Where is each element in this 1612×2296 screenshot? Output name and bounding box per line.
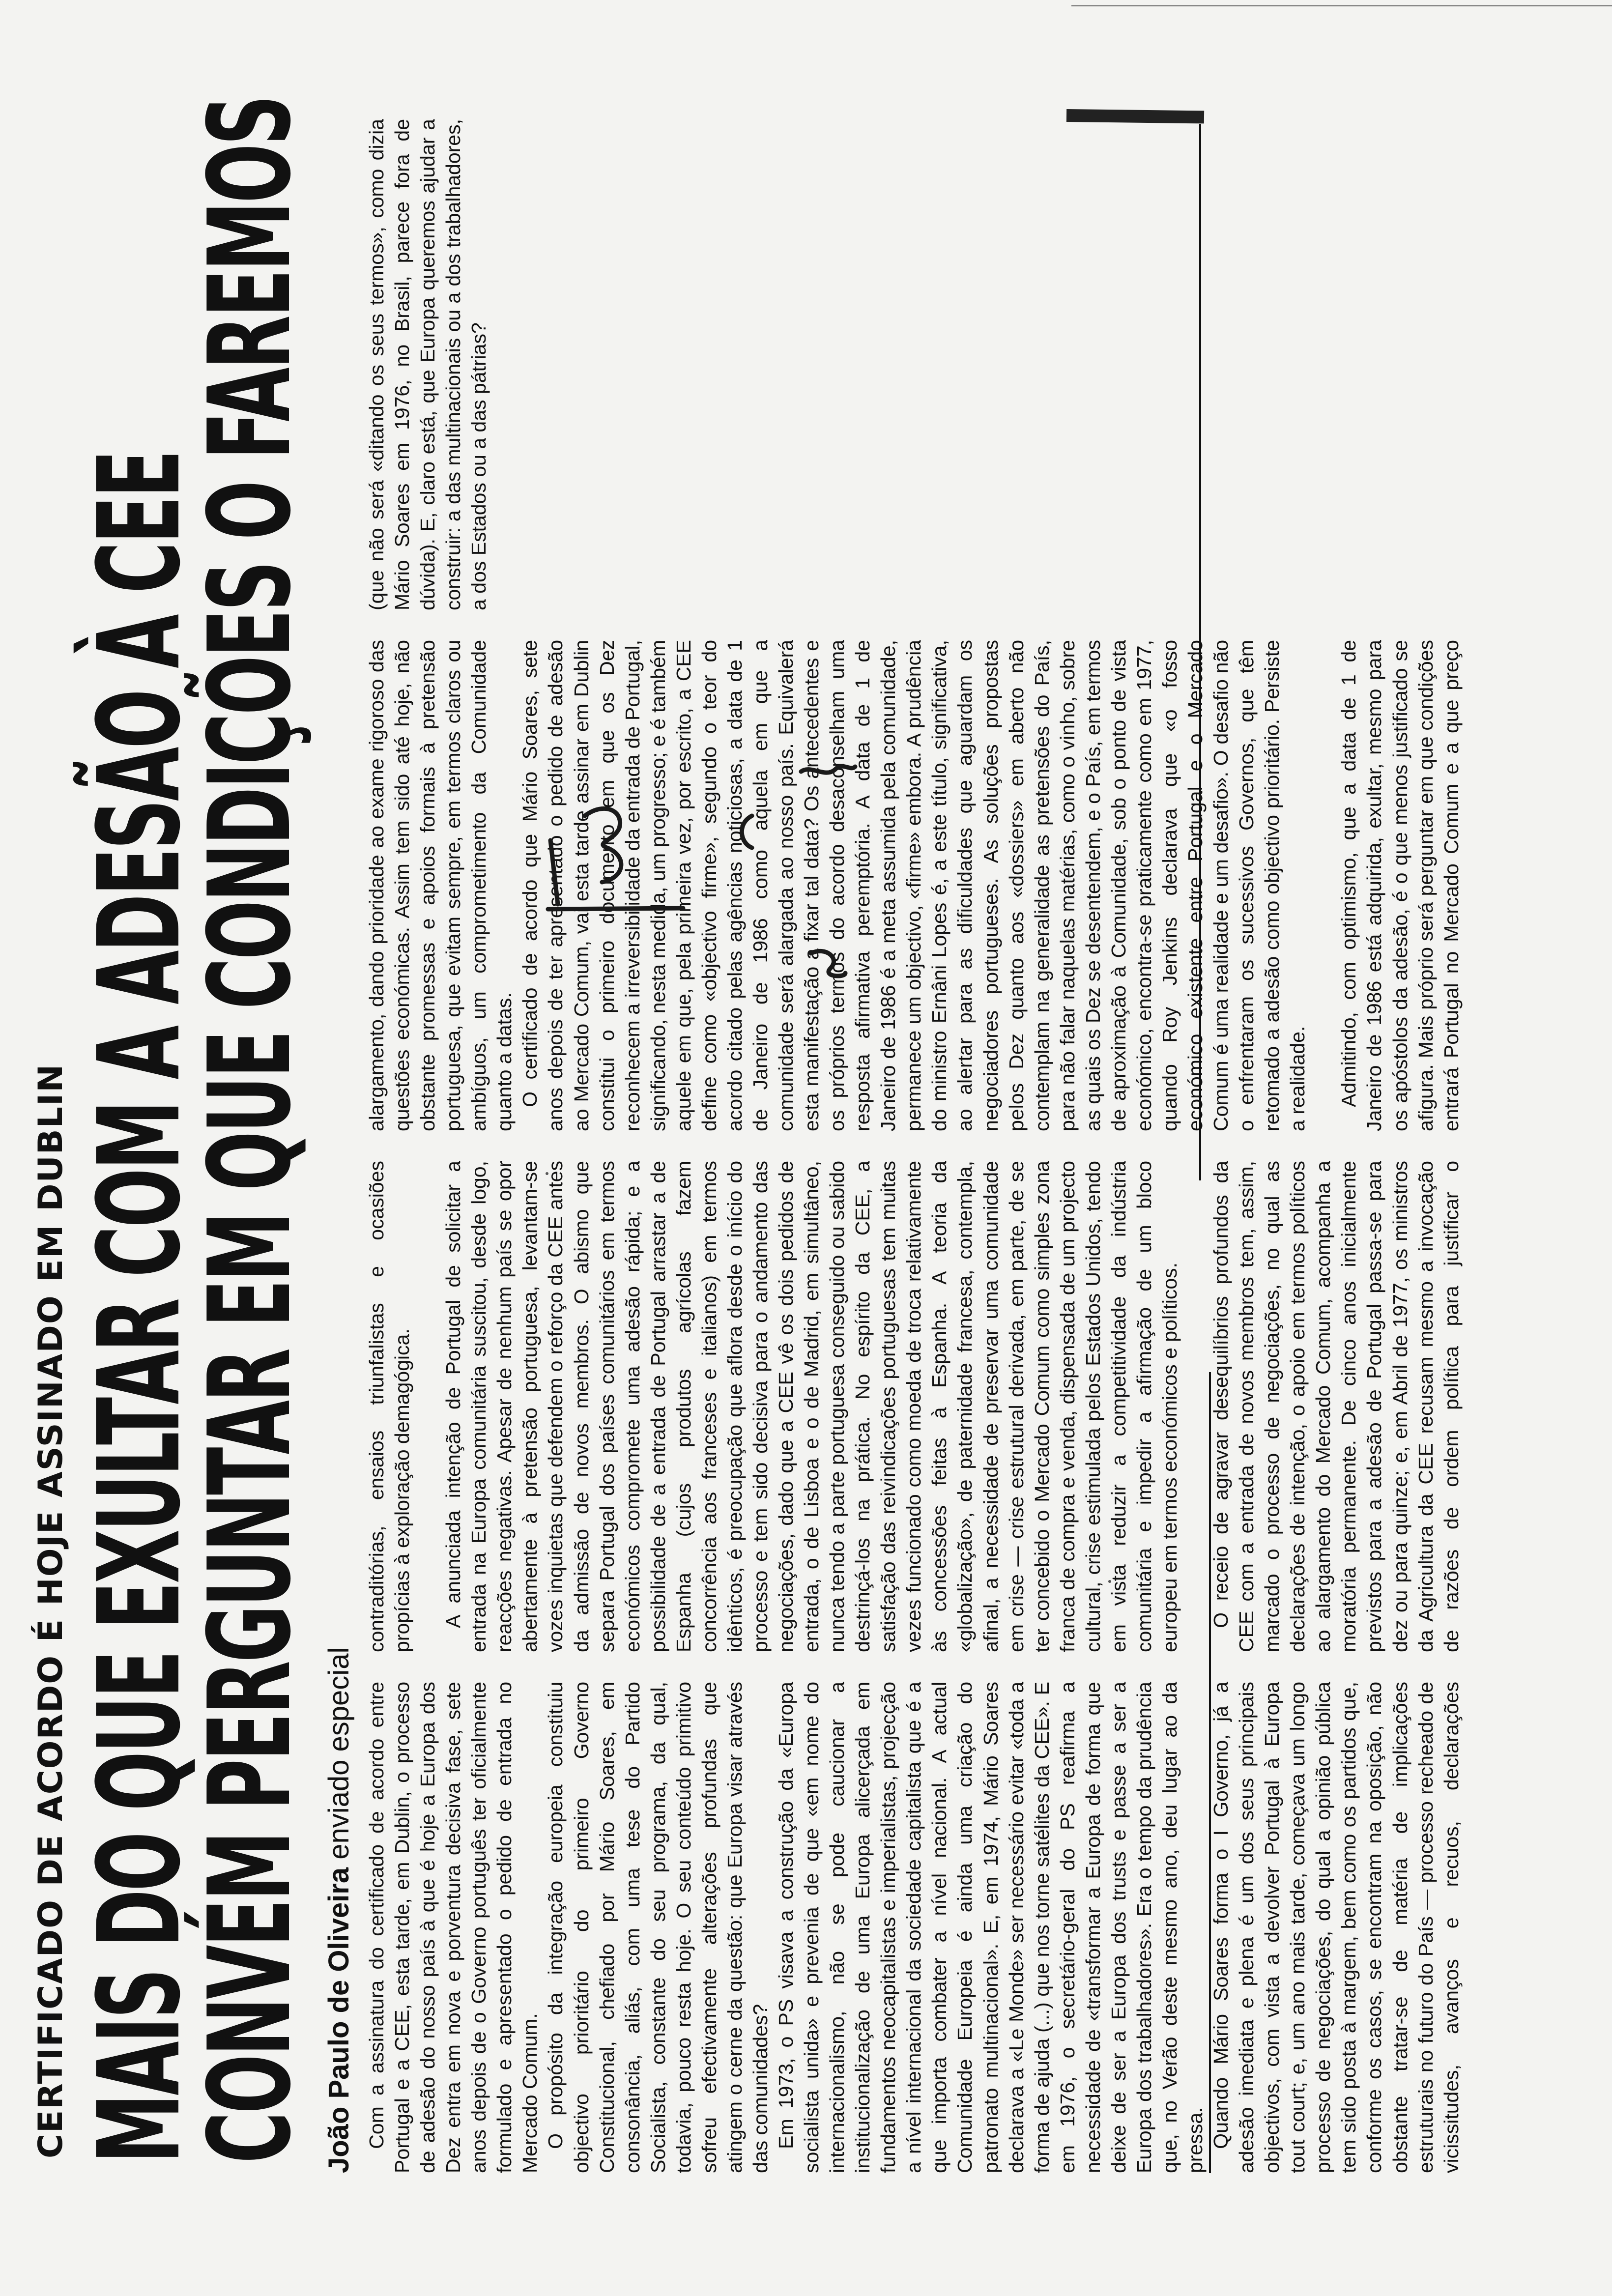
article-headline-line-2: CONVÉM PERGUNTAR EM QUE CONDIÇÕES O FAREMOS [185,96,316,2163]
article-byline [322,1436,356,2173]
article-paragraph: O certificado de acordo que Mário Soares, sete anos depois de ter apresentado o pedido de adesão ao Mercado Comum, vai esta tarde assinar em Dublin constitui o primeiro documento em que os Dez reconhecem a irreversibilidade da entrada de Portugal, significando, nesta medida, um progresso; e é também aquele em que, pela primeira vez, por escrito, a CEE define como «objectivo firme», segundo o teor do acordo citado pelas agências noticiosas, a data de 1 de Janeiro de 1986 como aquela em que a comunidade será alargada ao nosso país. Equivalerá esta manifestação a fixar tal data? Os antecedentes e os próprios termos do acordo desaconselham uma resposta afirmativa peremptória. A data de 1 de Janeiro de 1986 é a meta assumida pela comunidade, permanece um objectivo, «firme» embora. A prudência do ministro Ernâni Lopes é, a este título, significativa, ao alertar para as dificuldades que aguardam os negociadores portugueses. As soluções propostas pelos Dez quanto aos «dossiers» em aberto não contemplam na generalidade as pretensões do País, para não falar naquelas matérias, como o vinho, sobre as quais os Dez se desentendem, e o País, em termos de aproximação à Comunidade, sob o ponto de vista económico, encontra-se praticamente como em 1977, quando Roy Jenkins declarava que «o fosso económico existente entre Portugal e o Mercado Comum é uma realidade e um desafio». O desafio não o enfrentaram os sucessivos Governos, que têm retomado a adesão como objectivo prioritário. Persiste a realidade. [518,640,1309,1131]
article-paragraph: O propósito da integração europeia constituiu objectivo prioritário do primeiro Governo Constitucional, chefiado por Mário Soares, em consonância, aliás, com uma tese do Partido Socialista, constante do seu programa, da qual, todavia, pouco resta hoje. O seu conteúdo primitivo sofreu efectivamente alterações profundas que atingem o cerne da questão: que Europa visar através das comunidades? [544,1682,772,2173]
article-paragraph: Admitindo, com optimismo, que a data de 1 de Janeiro de 1986 está adquirida, exultar, mesmo para os apóstolos da adesão, é o que menos justificado se afigura. Mais próprio será perguntar em que condições entrará Portugal no Mercado Comum e a que preço (que não será «ditando os seus termos», como dizia Mário Soares em 1976, no Brasil, parece fora de dúvida). E, claro está, que Europa queremos ajudar a construir: a das multinacionais ou a dos trabalhadores, a dos Estados ou a das pátrias? [365,119,1463,1131]
article-paragraph: Em 1973, o PS visava a construção da «Europa socialista unida» e prevenia de que «em nome do internacionalismo, não se pode caucionar a institucionalização de uma Europa alicerçada em fundamentos neocapitalistas e imperialistas, projecção a nível internacional da sociedade capitalista que é a que importa combater a nível nacional. A actual Comunidade Europeia é ainda uma criação do patronato multinacional». E, em 1974, Mário Soares declarava a «Le Monde» ser necessário evitar «toda a forma de ajuda (...) que nos torne satélites da CEE». E em 1976, o secretário-geral do PS reafirma a necessidade de «transformar a Europa de forma que deixe de ser a Europa dos trusts e passe a ser a Europa dos trabalhadores». Era o tempo da prudência que, no Verão deste mesmo ano, deu lugar ao da pressa. [775,1682,1207,2173]
article-paragraph: A anunciada intenção de Portugal de solicitar a entrada na Europa comunitária suscitou, desde logo, reacções negativas. Apesar de nenhum país se opor abertamente à pretensão portuguesa, levantam-se vozes inquietas que defendem o reforço da CEE antes da admissão de novos membros. O abismo que separa Portugal dos países comunitários em termos económicos compromete uma adesão rápida; e a possibilidade de a entrada de Portugal arrastar a de Espanha (cujos produtos agrícolas fazem concorrência aos franceses e italianos) em termos idênticos, é preocupação que aflora desde o início do processo e tem sido decisiva para o andamento das negociações, dado que a CEE vê os dois pedidos de entrada, o de Lisboa e o de Madrid, em simultâneo, nunca tendo a parte portuguesa conseguido ou sabido destrinçá-los na prática. No espírito da CEE, a satisfação das reivindicações portuguesas tem muitas vezes funcionado como moeda de troca relativamente às concessões feitas à Espanha. A teoria da «globalização», de paternidade francesa, contempla, afinal, a necessidade de preservar uma comunidade em crise — crise estrutural derivada, em parte, de se ter concebido o Mercado Comum como simples zona franca de compra e venda, dispensada de um projecto cultural, crise estimulada pelos Estados Unidos, tendo em vista reduzir a competitividade da indústria comunitária e impedir a afirmação de um bloco europeu em termos económicos e políticos. [442,1161,1181,1652]
article-paragraph: Quando Mário Soares forma o I Governo, já a adesão imediata e plena é um dos seus principais objectivos, com vista a devolver Portugal à Europa tout court; e, um ano mais tarde, começava um longo processo de negociações, do qual a opinião pública tem sido posta à margem, bem como os partidos que, conforme os casos, se encontram na oposição, não obstante tratar-se de matéria de implicações estruturais no futuro do País — processo recheado de vicissitudes, avanços e recuos, declarações contraditórias, ensaios triunfalistas e ocasiões propícias à exploração demagógica. [365,1161,1463,2173]
pen-stroke [550,840,558,904]
pen-stroke [548,908,683,909]
handwritten-annotation [521,742,1012,988]
article-paragraph: O receio de agravar desequilíbrios profundos da CEE com a entrada de novos membros tem, assim, marcado o processo de negociações, no qual as declarações de intenção, o apoio em termos políticos ao alargamento do Mercado Comum, acompanha a moratória permanente. De cinco anos inicialmente previstos para a adesão de Portugal passa-se para dez ou para quinze; e, em Abril de 1977, os ministros da Agricultura da CEE recusam mesmo a invocação de razões de ordem política para justificar o alargamento, dando prioridade ao exame rigoroso das questões económicas. Assim tem sido até hoje, não obstante promessas e apoios formais à pretensão portuguesa, que evitam sempre, em termos claros ou ambíguos, um comprometimento da Comunidade quanto a datas. [365,640,1463,1652]
article-paragraph: Com a assinatura do certificado de acordo entre Portugal e a CEE, esta tarde, em Dublin, o processo de adesão do nosso país à que é hoje a Europa dos Dez entra em nova e porventura decisiva fase, sete anos depois de o Governo português ter oficialmente formulado e apresentado o pedido de entrada no Mercado Comum. [365,1682,542,2173]
byline-role: enviado especial [323,1647,355,1860]
article-headline-line-1: MAIS DO QUE EXULTAR COM A ADESÃO À CEE [74,451,205,2163]
pen-stroke [811,951,845,976]
pen-stroke [801,766,855,773]
pen-stroke [585,808,621,882]
article-body [364,119,1474,2173]
article-kicker: CERTIFICADO DE ACORDO É HOJE ASSINADO EM DUBLIN [31,1063,70,2158]
pen-stroke [742,816,752,848]
byline-author: João Paulo de Oliveira [323,1867,355,2173]
